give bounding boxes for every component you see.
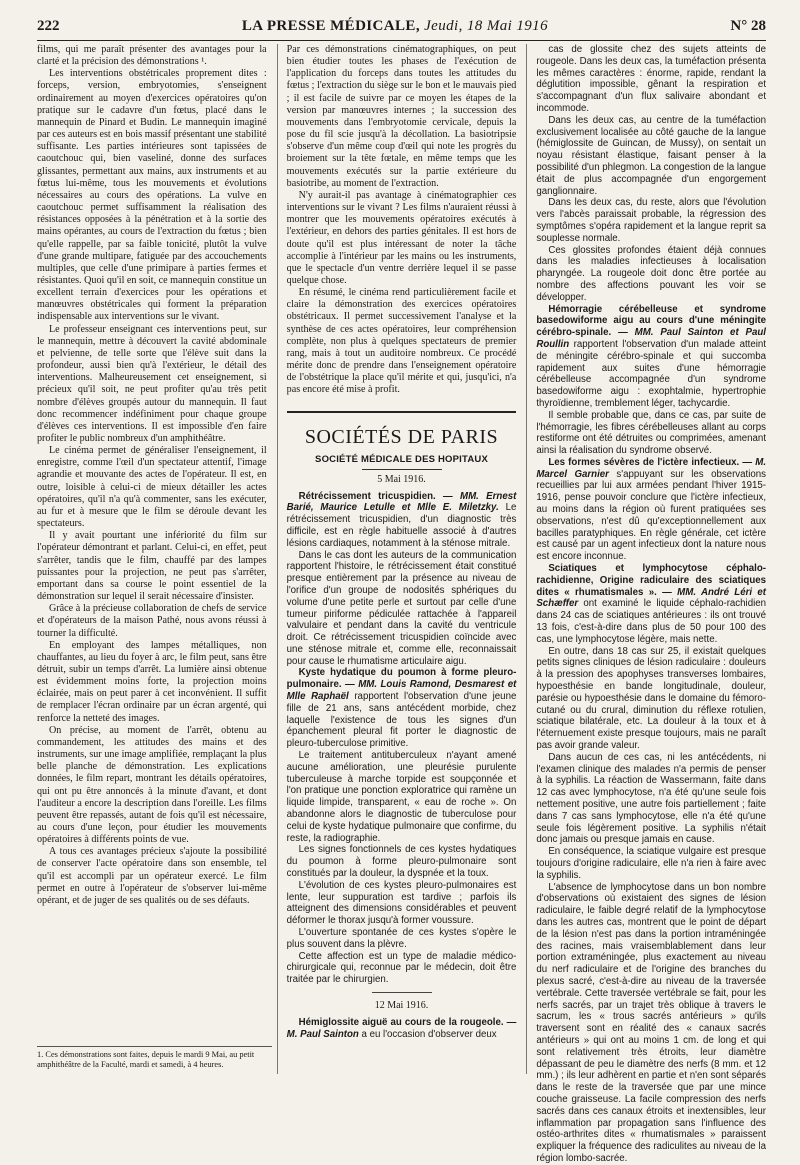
footnote (37, 1046, 272, 1070)
report-paragraph (536, 197, 766, 244)
report-heading: Sciatiques et lymphocytose céphalo-rachidienne, Origine radiculaire des sciatiques dites « rhumatismales ». (536, 563, 767, 598)
paragraph: N'y aurait-il pas avantage à cinématographier ces interventions sur le vivant ? Les films n'auraient réussi à montrer que les mouvements opératoires exécutés à l'extérieur, en dehors des parties génitales. Il est hors de doute qu'il est plus intéressant de noter la tâche accomplie à l'intérieur par les mains ou les instruments, que le spectacle d'un ventre derrière lequel il se passe quelque chose. (286, 189, 517, 286)
report-heading: Hémorragie cérébelleuse et syndrome basedowiforme aigu au cours d'une méningite cérébro-spinale. (536, 303, 767, 339)
report-paragraph (536, 44, 766, 115)
paragraph: Les interventions obstétricales proprement dites : forceps, version, embryotomies, s'enseignent ordinairement au moyen d'exercices opératoires qu'on pratique sur le cadavre d'un fœtus, placé dans le mannequin de Pinard et Budin. Le mannequin imaginé par ces auteurs est en bois massif présentant une stabilité suffisante. Les parties intérieures sont tapissées de caoutchouc qui, bien vaseliné, donne des surfaces glissantes, permettant aux mains, aux instruments et au fœtus lui-même, tous les mouvements et évolutions nécessaires au cours des opérations. La vulve en caoutchouc permet suffisamment la réalisation des résistances opposées à la pénétration et à la sortie des mains opérantes, au cours de l'extraction du fœtus ; bien qu'elle rappelle, par sa faible tonicité, plutôt la vulve d'une grande multipare, fatiguée par des accouchements multiples, que celle d'une primipare à parties fermes et résistantes. Quoi qu'il en soit, ce mannequin constitue un excellent terrain d'exercices pour les opérations et manœuvres obstétricales qui forment la préparation indispensable aux interventions sur le vivant. (37, 68, 267, 323)
report-paragraph (287, 750, 517, 844)
journal-name: LA PRESSE MÉDICALE, (241, 18, 420, 34)
report-paragraph (287, 667, 517, 750)
column-1 (37, 44, 267, 1074)
report-paragraph (536, 245, 766, 304)
session-date: 5 Mai 1916. (377, 473, 426, 485)
session-date-2: 12 Mai 1916. (374, 1000, 429, 1011)
report-authors: — MM. Paul Sainton et Paul Roullin (536, 327, 766, 350)
report-text: Le rétrécissement tricuspidien, d'un diagnostic très difficile, est en règle habituelle associé à d'autres lésions cardiaques, notamment à la sténose mitrale. (286, 502, 517, 549)
report-text: L'absence de lymphocytose dans un bon nombre d'observations où existaient des signes de lésion radiculaire, le faible degré relatif de la lymphocytose dans les autres cas, montrent que le point de départ de la lésion n'est pas dans la portion intraméningée des racines, mais vraisemblablement dans leur portion extraméningée, plus exactement au niveau du nerf radiculaire et de l'origine des branches du plexus sacré, c'est-à-dire au niveau de la traversée vertébrale. Cette traversée vertébrale se fait, pour les nerfs sacrés, par un trajet très oblique à travers le sacrum, les « trous sacrés antérieurs » qu'ils traversent sont en réalité des « canaux sacrés antérieurs » qui ont au moins 1 cm. de long et qui sont relativement très étroits, leur diamètre dépassant de peu le diamètre des nerfs (8 mm. et 12 mm.) ; ils leur adhèrent en partie et n'en sont séparés dans le reste de la traversée que par une mince couche graisseuse. La facile compression des nerfs sacrés dans ces canaux étroits et inextensibles, leur inflammation par propagation sans l'influence des ostéo-arthrites dites « rhumatismales » paraissent expliquer la fréquence des radiculites au niveau de la région lombo-sacrée. (536, 881, 767, 1164)
page-header (37, 18, 766, 41)
report-paragraph (536, 304, 766, 410)
report-paragraph (536, 410, 766, 457)
report-text: a eu l'occasion d'observer deux (361, 1028, 497, 1040)
report-paragraph (536, 563, 766, 646)
column-2 (277, 44, 517, 1074)
report-text: ont examiné le liquide céphalo-rachidien dans 24 cas de sciatiques antérieures : ils ont trouvé 13 fois, c'est-à-dire dans plus de 50 pour 100 des cas, une lymphocytose légère, mais nette. (536, 598, 767, 645)
paragraph: films, qui me paraît présenter des avantages pour la clarté et la précision des démonstrations ¹. (37, 44, 267, 68)
paragraph: Le professeur enseignant ces interventions peut, sur le mannequin, mettre à découvert la cavité abdominale et pelvienne, de telle sorte que l'élève suit dans la profondeur, aussi bien qu'à l'extérieur, le détail des interventions. Malheureusement cet enseignement, si précieux qu'il soit, ne peut profiter qu'au très petit nombre d'élèves groupés autour du mannequin. Il faut donc recommencer indéfiniment pour chaque groupe d'élèves ces interventions. Il est impossible d'en faire profiter le public nombreux d'un amphithéâtre. (37, 323, 267, 444)
report-heading: Les formes sévères de l'ictère infectieux. (548, 456, 740, 468)
column-3 (526, 44, 767, 1164)
report-text: Dans les deux cas, au centre de la tuméfaction exclusivement localisée au côté gauche de la langue (hémiglossite de Guincan, de Mussy), on sentait un noyau résistant élastique, faisant penser à la possibilité d'un phlegmon. La congestion de la langue était de plus accompagnée d'un engorgement ganglionnaire. (536, 114, 767, 197)
report-authors: — MM. Louis Ramond, Desmarest et Mlle Raphaël (286, 679, 517, 703)
paragraph: Le cinéma permet de généraliser l'enseignement, il enregistre, comme l'œil d'un spectateur attentif, l'image agrandie et mouvante des actes de l'opérateur. Il est, en outre, loisible à celui-ci de mieux détailler les actes opératoires, qu'il n'a qu'à commenter, sans les exécuter, au fur et à mesure que le film se déroule devant les spectateurs. (37, 445, 267, 530)
report-paragraph (536, 115, 766, 198)
report-authors: — MM. Ernest Barié, Maurice Letulle et Mlle E. Miletzky. (286, 490, 517, 514)
report-paragraph (287, 550, 517, 668)
report-text: Le traitement antituberculeux n'ayant amené aucune amélioration, une pleurésie purulente tuberculeuse à marche torpide est soupçonnée et l'on pratique une ponction exploratrice qui ramène un liquide limpide, transparent, « eau de roche ». On abandonne alors le diagnostic de tuberculose pour celui de kyste hydatique pulmonaire que confirme, du reste, la radiographie. (286, 750, 517, 844)
report-paragraph (287, 927, 517, 951)
report-heading: Rétrécissement tricuspidien. (298, 490, 436, 502)
paragraph: En résumé, le cinéma rend particulièrement facile et claire la démonstration des exercices opératoires obstétricaux. Il permet successivement l'analyse et la synthèse de ces actes opératoires, leur compréhension complète, non plus à quelques spectateurs de premier rang, mais à tout un auditoire nombreux. Ce procédé mérite donc de prendre dans l'enseignement opératoire de l'obstétrique la place qu'il mérite et qui, jusqu'ici, n'a pas encore été mise à profit. (286, 287, 517, 396)
report-text: rapportent l'observation d'un malade atteint de méningite cérébro-spinale et qui succomba rapidement aux suites d'une hémorragie cérébelleuse accompagnée d'un syndrome basedowiforme aigu : exophtalmie, hypertrophie thyroïdienne, tremblement léger, tachycardie. (536, 338, 767, 409)
report-authors: — MM. André Léri et Schæffer (536, 586, 767, 610)
report-text: Les signes fonctionnels de ces kystes hydatiques du poumon à forme pleuro-pulmonaire sont constitués par la douleur, la dyspnée et la toux. (286, 844, 517, 880)
report-paragraph (536, 752, 766, 846)
report-text: Dans aucun de ces cas, ni les antécédents, ni l'examen clinique des malades n'a permis de penser à la syphilis. La réaction de Wassermann, faite dans 12 cas avec lymphocytose, n'a été qu'une seule fois nettement positive, une autre fois partiellement ; faite dans 7 cas sans lymphocytose, elle n'a été qu'une seule fois légèrement positive. La syphilis n'était donc jamais ou presque jamais en cause. (536, 751, 767, 846)
report-paragraph (287, 491, 517, 550)
report-text: En conséquence, la sciatique vulgaire est presque toujours d'origine radiculaire, elle n'a rien à faire avec la syphilis. (536, 846, 767, 881)
issue-date: Jeudi, 18 Mai 1916 (424, 18, 548, 34)
report-text: s'appuyant sur les observations recueillies par lui aux armées pendant l'hiver 1915-1916, pense pouvoir conclure que l'ictère infectieux, au moins dans la région où furent pratiquées ses observations, n'est dû qu'exceptionnellement aux bacilles paratyphiques. En règle générale, cet ictère est causé par un agent infectieux dont la nature nous est encore inconnue. (536, 468, 767, 563)
divider (372, 992, 432, 993)
report-heading: Kyste hydatique du poumon à forme pleuro-pulmonaire. (286, 667, 517, 691)
footnote-text: 1. Ces démonstrations sont faites, depuis le mardi 9 Mai, au petit amphithéâtre de la Faculté, mardi et samedi, à 4 heures. (37, 1050, 255, 1069)
paragraph: On précise, au moment de l'arrêt, obtenu au commandement, les attitudes des mains et des instruments, sur une image amplifiée, remplaçant la plus belle planche de démonstration. Les explications données, le film repart, montrant les détails opératoires, qui ont pu être annoncés à la minute d'avant, et dont l'auditeur a encore la description dans l'oreille. Les films peuvent être repassés, autant de fois qu'il est nécessaire, au cours d'une leçon, pour étudier les mouvements opératoires à différents points de vue. (37, 724, 267, 846)
report-paragraph (287, 1017, 517, 1041)
report-text: L'évolution de ces kystes pleuro-pulmonaires est lente, leur suppuration est tardive ; parfois ils atteignent des dimensions considérables et peuvent déformer le thorax jusqu'à former voussure. (286, 879, 517, 927)
report-text: cas de glossite chez des sujets atteints de rougeole. Dans les deux cas, la tuméfaction présenta les mêmes caractères : énorme, rapide, rendant la déglutition impossible, gênant la respiration et s'accompagnant d'un flux salivaire abondant et incommode. (536, 44, 767, 114)
report-text: Dans le cas dont les auteurs de la communication rapportent l'histoire, le rétrécissement était constitué presque entièrement par la présence au niveau de l'orifice d'un groupe de nodosités sphériques du volume d'une petite perle et surtout par celle d'une tumeur piriforme pédiculée rattachée à l'appareil valvulaire et pendant dans la cavité du ventricule droit. Ce rétrécissement tricuspidien coïncide avec une sténose mitrale et, comme elle, reconnaissait pour cause le rhumatisme articulaire aigu. (286, 549, 517, 667)
paragraph: En employant des lampes métalliques, non chauffantes, au lieu du foyer à arc, le film peut, sans être détruit, subir un temps d'arrêt. La lumière ainsi obtenue est évidemment moins forte, la projection moins éclairée, mais on peut parer à cet inconvénient. Il suffit de remplacer l'écran ordinaire par un écran argenté, qui renforce la netteté des images. (37, 639, 267, 724)
issue-number: N° 28 (730, 18, 766, 34)
paragraph: Il y avait pourtant une infériorité du film sur l'opérateur démontrant et parlant. Celui-ci, en effet, peut s'arrêter, tandis que le film, chauffé par des lampes puissantes pour la projection, ne peut pas s'arrêter, emportant dans sa course le point essentiel de la démonstration sur lequel il serait nécessaire d'insister. (37, 530, 267, 603)
page-number: 222 (37, 18, 60, 34)
report-paragraph (287, 951, 517, 986)
report-text: L'ouverture spontanée de ces kystes s'opère le plus souvent dans la plèvre. (286, 927, 517, 950)
report-paragraph (536, 646, 766, 752)
report-text: En outre, dans 18 cas sur 25, il existait quelques petits signes cliniques de lésion radiculaire : douleurs à la pression des apophyses transverses lombaires, hypoesthésie en bande longitudinale, douleur, parésie ou hypoesthésie dans le domaine du fémoro-cutané ou du crural, diminution du réflexe rotulien, sciatique bilatérale, etc. La douleur à la toux et à l'éternuement existe presque toujours, mais ne paraît pas avoir grande valeur. (536, 645, 767, 752)
report-authors: — M. Paul Sainton (286, 1017, 517, 1040)
report-authors: — M. Marcel Garnier (536, 456, 767, 480)
report-heading: Hémiglossite aiguë au cours de la rougeole. (298, 1017, 504, 1028)
society-name: SOCIÉTÉ MÉDICALE DES HOPITAUX (287, 453, 517, 470)
report-text: Ces glossites profondes étaient déjà connues dans les maladies infectieuses à localisation pharyngée. La rougeole doit donc être portée au nombre des affections pouvant les voir se développer. (536, 244, 767, 303)
report-paragraph (287, 880, 517, 927)
paragraph: Par ces démonstrations cinématographiques, on peut bien étudier toutes les phases de l'exécution de l'application du forceps dans toutes les attitudes du fœtus ; l'extraction du siège sur le bon et le mauvais pied ; il est facile de suivre par ce moyen les étapes de la version par manœuvres internes ; la succession des mouvements dans l'embryotomie cervicale, depuis la pose du fil scie jusqu'à la décollation. La basiotripsie s'observe d'un même coup d'œil qui note les progrès du broiement sur la tête fœtale, en même temps que les mouvements exécutés sur la partie extérieure du basiotribe, au moment de l'extraction. (286, 44, 517, 189)
paragraph: Grâce à la précieuse collaboration de chefs de service et d'opérateurs de la maison Pathé, nous avons réussi à tourner la difficulté. (37, 603, 267, 639)
report-text: Il semble probable que, dans ce cas, par suite de l'hémorragie, les fibres cérébelleuses allant au corps restiforme ont été détruites ou comprimées, amenant ainsi la réalisation du syndrome observé. (536, 409, 767, 457)
report-text: rapportent l'observation d'une jeune fille de 21 ans, sans antécédent morbide, chez laquelle l'existence de tous les signes d'un épanchement pleural fit porter le diagnostic de pleuro-tuberculose primitive. (286, 691, 517, 750)
report-text: Dans les deux cas, du reste, alors que l'évolution vers l'abcès paraissait probable, la régression des symptômes s'opéra rapidement et la langue reprit sa souplesse normale. (536, 197, 767, 244)
section-title: SOCIÉTÉS DE PARIS (287, 411, 517, 449)
report-paragraph (536, 882, 766, 1165)
report-text: Cette affection est un type de maladie médico-chirurgicale qui, reconnue par le médecin, doit être traitée par le chirurgien. (286, 950, 517, 986)
report-paragraph (536, 846, 766, 881)
journal-title (242, 18, 548, 35)
report-paragraph (536, 457, 766, 563)
report-paragraph (287, 844, 517, 879)
paragraph: A tous ces avantages précieux s'ajoute la possibilité de conserver l'acte opératoire dans son ensemble, tel qu'il est accompli par un opérateur exercé. Le film permet en outre à l'opérateur de s'observer lui-même opérant, et de juger de ses qualités ou de ses défauts. (37, 846, 267, 906)
